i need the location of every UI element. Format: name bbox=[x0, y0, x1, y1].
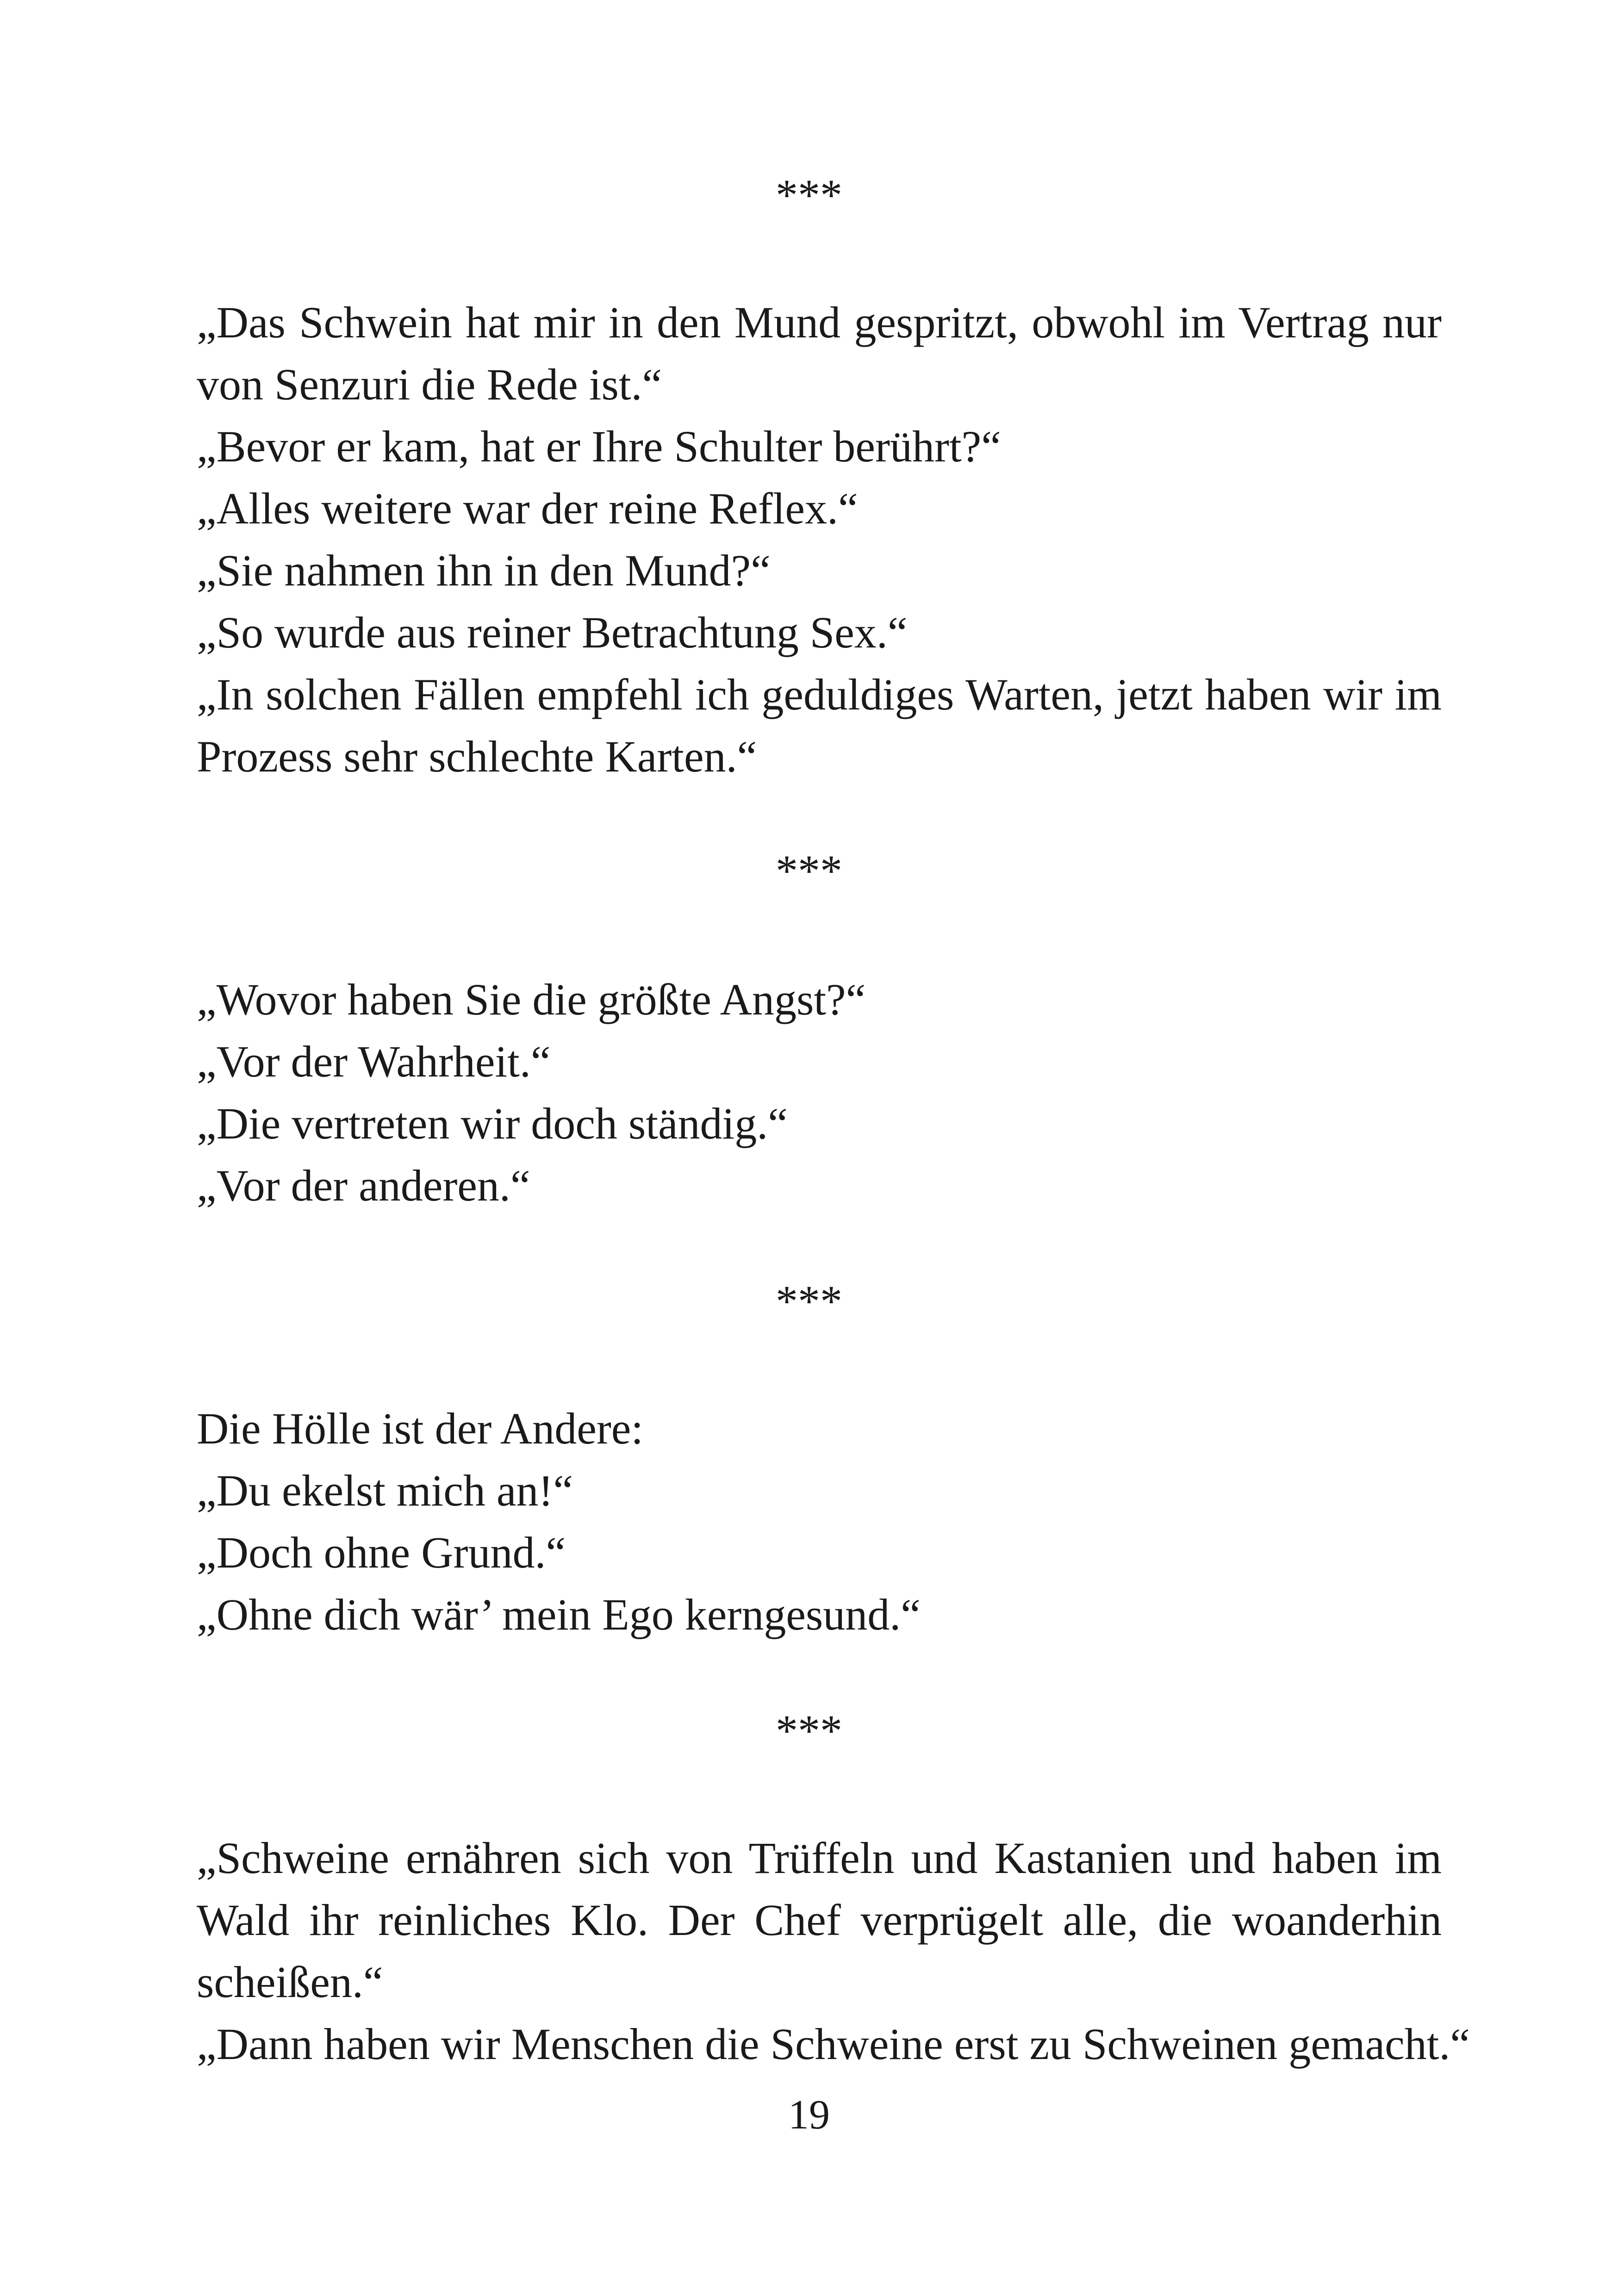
paragraph: „Doch ohne Grund.“ bbox=[197, 1528, 566, 1577]
paragraph: „Alles weitere war der reine Reflex.“ bbox=[197, 484, 858, 533]
paragraph: „Sie nahmen ihn in den Mund?“ bbox=[197, 546, 771, 595]
paragraph: „So wurde aus reiner Betrachtung Sex.“ bbox=[197, 608, 908, 657]
paragraph: Die Hölle ist der Andere: bbox=[197, 1404, 644, 1453]
paragraph: „Du ekelst mich an!“ bbox=[197, 1466, 573, 1515]
paragraph: „Bevor er kam, hat er Ihre Schulter berührt?“ bbox=[197, 422, 1001, 471]
paragraph: „Das Schwein hat mir in den Mund gespritzt, obwohl im Vertrag nur von Senzuri die Rede ist.“ bbox=[197, 298, 1442, 409]
paragraph: „Die vertreten wir doch ständig.“ bbox=[197, 1099, 788, 1148]
paragraph: „Dann haben wir Menschen die Schweine erst zu Schweinen gemacht.“ bbox=[197, 2019, 1470, 2069]
section-4-text bbox=[197, 1827, 1470, 2075]
paragraph: „In solchen Fällen empfehl ich geduldiges Warten, jetzt haben wir im Prozess sehr schlechte Karten.“ bbox=[197, 670, 1442, 781]
section-separator-4: *** bbox=[776, 1706, 842, 1755]
section-2-text bbox=[197, 969, 1442, 1217]
paragraph: „Ohne dich wär’ mein Ego kerngesund.“ bbox=[197, 1590, 921, 1639]
paragraph: „Schweine ernähren sich von Trüffeln und Kastanien und haben im Wald ihr reinliches Klo. Der Chef verprügelt alle, die woanderhin scheißen.“ bbox=[197, 1833, 1442, 2007]
section-separator-2: *** bbox=[776, 846, 842, 896]
paragraph: „Wovor haben Sie die größte Angst?“ bbox=[197, 975, 866, 1024]
paragraph: „Vor der Wahrheit.“ bbox=[197, 1037, 551, 1086]
page-number: 19 bbox=[788, 2092, 830, 2138]
section-separator-1: *** bbox=[776, 170, 842, 220]
section-1-text bbox=[197, 292, 1442, 788]
paragraph: „Vor der anderen.“ bbox=[197, 1161, 530, 1210]
section-separator-3: *** bbox=[776, 1276, 842, 1326]
section-3-text bbox=[197, 1398, 1442, 1646]
